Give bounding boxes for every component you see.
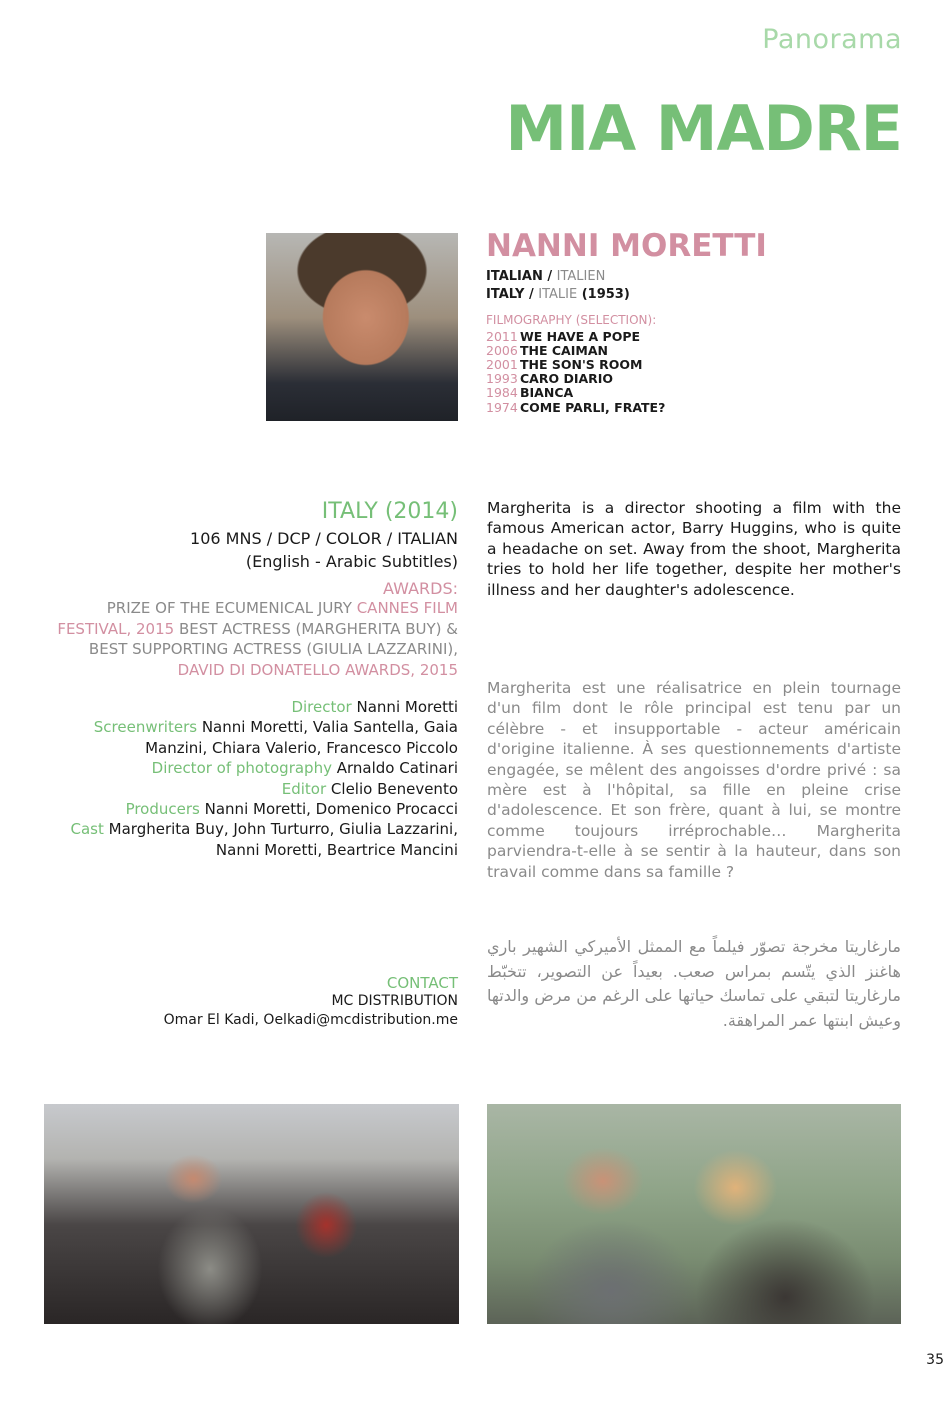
credit-producers: Producers Nanni Moretti, Domenico Procacci (125, 800, 458, 819)
director-nationality: ITALIAN / ITALIEN (486, 269, 606, 284)
filmography-item: 1974 COME PARLI, FRATE? (486, 400, 666, 415)
country-year: ITALY (2014) (321, 499, 458, 524)
film-still-dance (44, 1104, 459, 1324)
contact-label: CONTACT (386, 974, 458, 992)
awards-label: AWARDS: (383, 579, 458, 598)
page-number: 35 (926, 1352, 944, 1368)
credit-editor: Editor Clelio Benevento (281, 779, 458, 798)
awards-text: PRIZE OF THE ECUMENICAL JURY CANNES FILM FESTIVAL, 2015 BEST ACTRESS (MARGHERITA BUY) & BEST SUPPORTING ACTRESS (GIULIA LAZZARINI), DAVID DI DONATELLO AWARDS, 2015 (57, 599, 458, 679)
filmography-item: 2006 THE CAIMAN (486, 343, 608, 358)
director-name: NANNI MORETTI (486, 228, 767, 264)
contact-company: MC DISTRIBUTION (331, 993, 458, 1009)
contact-person: Omar El Kadi, Oelkadi@mcdistribution.me (163, 1012, 458, 1028)
synopsis-english: Margherita is a director shooting a film with the famous American actor, Barry Huggins, who is quite a headache on set. Away from the shoot, Margherita tries to hold her life together, despite her mother's illness and her daughter's adolescence. (487, 499, 901, 599)
section-label: Panorama (762, 24, 902, 55)
tech-specs (58, 527, 458, 573)
filmography-item: 1993 CARO DIARIO (486, 371, 614, 386)
director-photo (266, 233, 458, 421)
film-title: MIA MADRE (505, 92, 902, 165)
credit-photography: Director of photography Arnaldo Catinari (151, 759, 458, 778)
credit-director: Director Nanni Moretti (291, 698, 458, 716)
credits (28, 697, 458, 860)
film-still-portrait (487, 1104, 901, 1324)
credit-cast: Cast Margherita Buy, John Turturro, Giulia Lazzarini, Nanni Moretti, Beartrice Mancini (70, 820, 458, 859)
subtitles-line: (English - Arabic Subtitles) (245, 552, 458, 571)
specs-line: 106 MNS / DCP / COLOR / ITALIAN (190, 529, 458, 548)
credit-screenwriters: Screenwriters Nanni Moretti, Valia Santella, Gaia Manzini, Chiara Valerio, Francesco Piccolo (93, 718, 458, 757)
filmography-item: 2011 WE HAVE A POPE (486, 329, 641, 344)
director-country: ITALY / ITALIE (1953) (486, 287, 630, 302)
filmography-item: 1984 BIANCA (486, 385, 574, 400)
synopsis-arabic: مارغاريتا مخرجة تصوّر فيلماً مع الممثل الأميركي الشهير باري هاغنز الذي يتّسم بمراس صعب. بعيداً عن التصوير، تتخبّط مارغاريتا لتبقي على تماسك حياتها على الرغم من مرض والدتها وعيش ابنتها عمر المراهقة. (487, 937, 901, 1030)
synopsis-french: Margherita est une réalisatrice en plein tournage d'un film dont le rôle principal est tenu par un célèbre - et insupportable - acteur américain d'origine italienne. À ses questionnements d'artiste engagée, se mêlent des angoisses d'ordre privé : sa mère est à l'hôpital, sa fille en pleine crise d'adolescence. Et son frère, quant à lui, se montre comme toujours irréprochable… Margherita parviendra-t-elle à se sentir à la hauteur, dans son travail comme dans sa famille ? (487, 679, 901, 881)
filmography-label: FILMOGRAPHY (SELECTION): (486, 313, 657, 327)
filmography-item: 2001 THE SON'S ROOM (486, 357, 643, 372)
